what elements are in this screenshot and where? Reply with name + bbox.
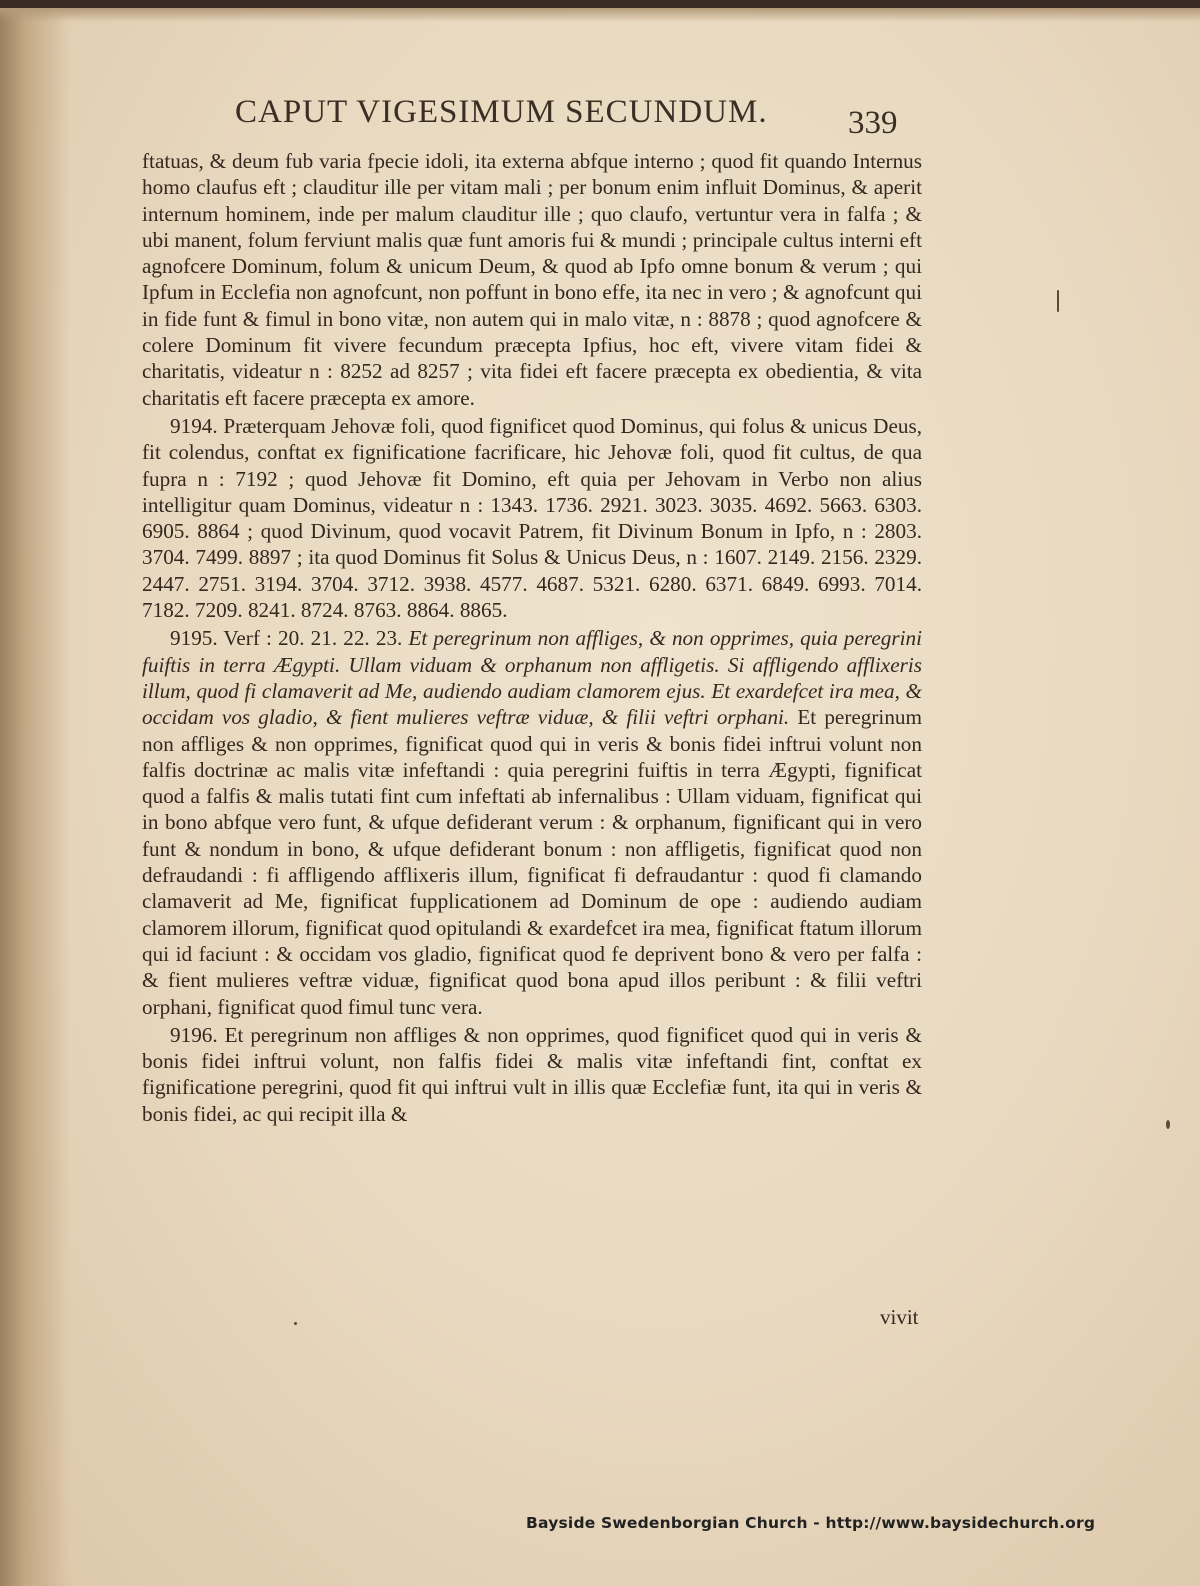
- running-head: CAPUT VIGESIMUM SECUNDUM.: [235, 94, 768, 130]
- page-number: 339: [848, 105, 898, 141]
- paragraph-9195-exposition: Et peregrinum non affliges & non opprimes, fignificat quod qui in veris & bonis fidei inftrui volunt non falfis doctrinæ ac malis vitæ infeftandi : quia peregrini fuiftis in terra Ægypti, fignificat quod a falfis & malis tutati fint cum infeftati ab infernalibus : Ullam viduam, fignificat qui in bono abfque vero funt, & ufque defiderant verum : & orphanum, fignificant qui in vero funt & nondum in bono, & ufque defiderant bonum : non affligetis, fignificat quod non defraudandi : fi affligendo afflixeris illum, fignificat fi defraudantur : quod fi clamando clamaverit ad Me, fignificat fupplicationem ad Dominum de ope : audiendo audiam clamorem illorum, fignificat quod opitulandi & exardefcet ira mea, fignificat ftatum illorum qui id faciunt : & occidam vos gladio, fignificat quod fe deprivent bono & vero per falfa : & fient mulieres veftræ viduæ, fignificat quod bona apud illos peribunt : & filii veftri orphani, fignificat quod fimul tunc vera.: [142, 705, 922, 1019]
- paragraph-continued: ftatuas, & deum fub varia fpecie idoli, ita externa abfque interno ; quod fit quando Internus homo claufus eft ; clauditur ille per vitam mali ; per bonum enim influit Dominus, & aperit internum hominem, inde per malum clauditur ille ; quo claufo, vertuntur vera in falfa ; & ubi manent, folum ferviunt malis quæ funt amoris fui & mundi ; principale cultus interni eft agnofcere Dominum, folum & unicum Deum, & quod ab Ipfo omne bonum & verum ; qui Ipfum in Ecclefia non agnofcunt, non poffunt in bono effe, ita nec in vero ; & agnofcunt qui in fide funt & fimul in bono vitæ, non autem qui in malo vitæ, n : 8878 ; quod agnofcere & colere Dominum fit vivere fecundum præcepta Ipfius, hoc eft, vivere vitam fidei & charitatis, videatur n : 8252 ad 8257 ; vita fidei eft facere præcepta ex obedientia, & vita charitatis eft facere præcepta ex amore.: [142, 149, 922, 410]
- body-text: [142, 148, 922, 1129]
- scripture-quote: Et peregrinum non affliges, & non opprimes, quia peregrini fuiftis in terra Ægypti. Ullam viduam & orphanum non affligetis. Si affligendo afflixeris illum, quod fi clamaverit ad Me, audiendo audiam clamorem ejus. Et exardefcet ira mea, & occidam vos gladio, & fient mulieres veftræ viduæ, & filii veftri orphani.: [142, 626, 922, 730]
- paper-mark: [1057, 290, 1059, 312]
- paper-mark: [294, 1322, 297, 1325]
- paragraph-9195-lead: 9195. Verf : 20. 21. 22. 23.: [170, 626, 403, 651]
- paragraph-9196: 9196. Et peregrinum non affliges & non opprimes, quod fignificet quod qui in veris & bonis fidei inftrui volunt, non falfis fidei & malis vitæ infeftandi fint, conftat ex fignificatione peregrini, quod fit qui inftrui vult in illis quæ Ecclefiæ funt, ita qui in veris & bonis fidei, ac qui recipit illa &: [142, 1022, 922, 1126]
- catchword: vivit: [880, 1305, 919, 1329]
- paper-mark: [1166, 1120, 1170, 1129]
- paragraph-9195: [142, 625, 922, 1019]
- book-spine-shadow: [0, 8, 70, 1586]
- paragraph-9194: 9194. Præterquam Jehovæ foli, quod fignificet quod Dominus, qui folus & unicus Deus, fit colendus, conftat ex fignificatione facrificare, hic Jehovæ foli, quod fit cultus, de qua fupra n : 7192 ; quod Jehovæ fit Domino, eft quia per Jehovam in Verbo non alius intelligitur quam Dominus, videatur n : 1343. 1736. 2921. 3023. 3035. 4692. 5663. 6303. 6905. 8864 ; quod Divinum, quod vocavit Patrem, fit Divinum Bonum in Ipfo, n : 2803. 3704. 7499. 8897 ; ita quod Dominus fit Solus & Unicus Deus, n : 1607. 2149. 2156. 2329. 2447. 2751. 3194. 3704. 3712. 3938. 4577. 4687. 5321. 6280. 6371. 6849. 6993. 7014. 7182. 7209. 8241. 8724. 8763. 8864. 8865.: [142, 413, 922, 623]
- page-top-edge: [0, 8, 1200, 22]
- book-page: [0, 8, 1200, 1586]
- footer-credit: Bayside Swedenborgian Church - http://www.baysidechurch.org: [526, 1514, 1096, 1532]
